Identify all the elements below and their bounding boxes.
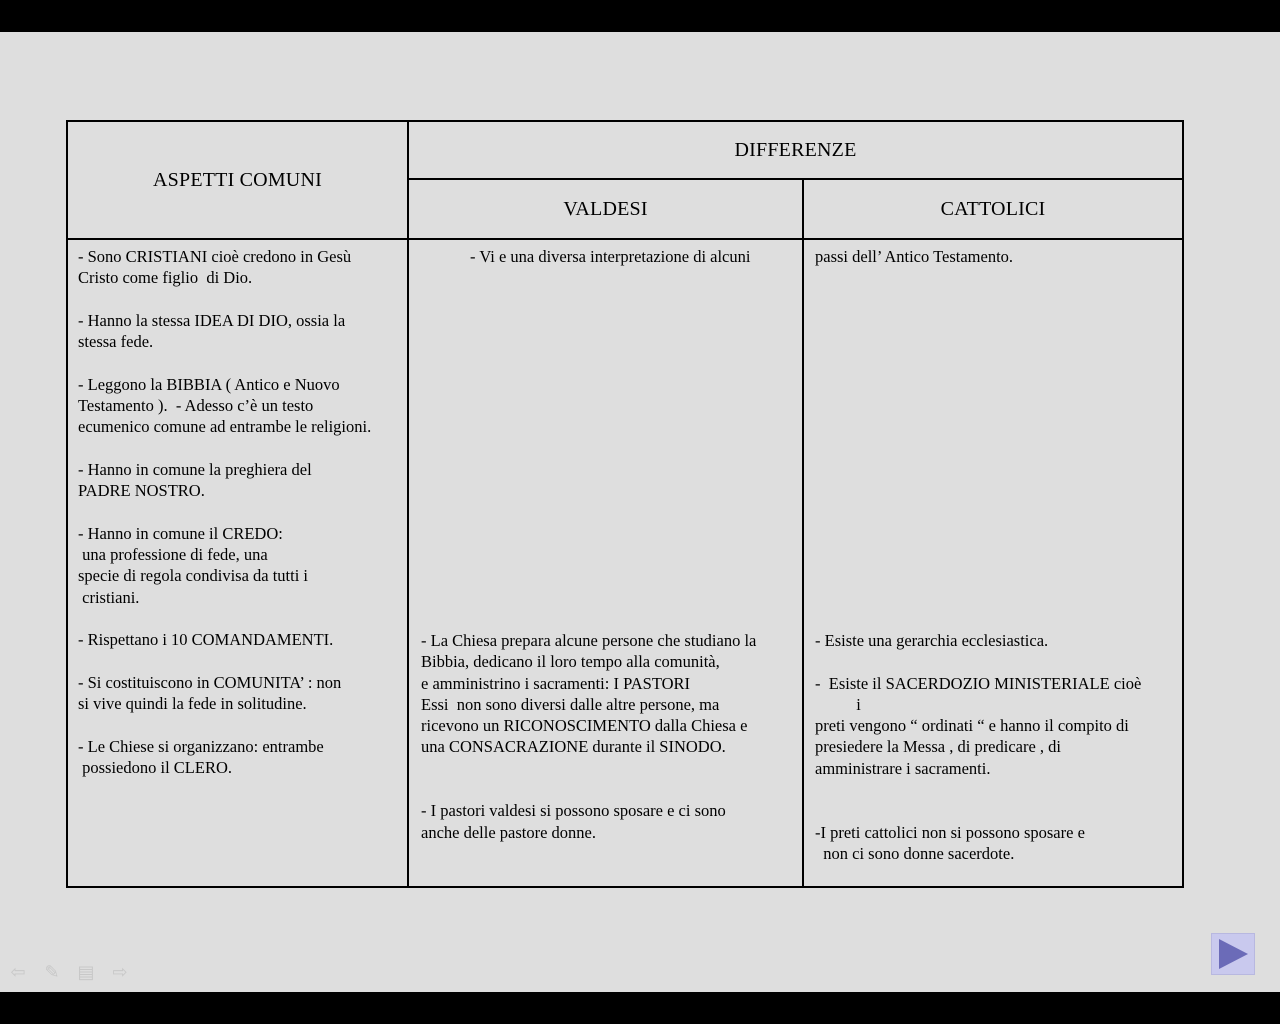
comparison-table <box>66 120 1184 888</box>
body-divider <box>66 238 1184 240</box>
play-triangle-icon <box>1216 938 1250 970</box>
table-border-right <box>1182 120 1184 888</box>
menu-icon[interactable]: ▤ <box>77 961 95 983</box>
column-divider-2 <box>802 179 804 888</box>
pen-icon[interactable]: ✎ <box>44 961 60 983</box>
forward-arrow-icon[interactable]: ⇨ <box>112 961 128 983</box>
valdesi-details-text: - La Chiesa prepara alcune persone che studiano la Bibbia, dedicano il loro tempo alla comunità, e amministrino i sacramenti: I PASTORI Essi non sono diversi dalle altre persone, ma ricevono un RICONOSCIMENTO dalla Chiesa e una CONSACRAZIONE durante il SINODO. - I pastori valdesi si possono sposare e ci sono anche delle pastore donne. <box>421 631 757 842</box>
slide <box>0 32 1280 992</box>
table-border-bottom <box>66 886 1184 888</box>
valdesi-intro-text: - Vi e una diversa interpretazione di alcuni <box>470 247 751 266</box>
header-valdesi: VALDESI <box>563 197 648 220</box>
header-aspetti-comuni: ASPETTI COMUNI <box>153 168 322 191</box>
common-aspects-text: - Sono CRISTIANI cioè credono in Gesù Cristo come figlio di Dio. - Hanno la stessa IDEA DI DIO, ossia la stessa fede. - Leggono la BIBBIA ( Antico e Nuovo Testamento ). - Adesso c’è un testo ecumenico comune ad entrambe le religioni. - Hanno in comune la preghiera del PADRE NOSTRO. - Hanno in comune il CREDO: una professione di fede, una specie di regola condivisa da tutti i cristiani. - Rispettano i 10 COMANDAMENTI. - Si costituiscono in COMUNITA’ : non si vive quindi la fede in solitudine. - Le Chiese si organizzano: entrambe possiedono il CLERO. <box>78 247 372 778</box>
header-differenze: DIFFERENZE <box>734 138 857 161</box>
header-cattolici: CATTOLICI <box>940 197 1046 220</box>
cattolici-intro-text: passi dell’ Antico Testamento. <box>815 247 1014 266</box>
next-slide-button[interactable] <box>1211 933 1255 975</box>
slide-nav-toolbar <box>8 962 130 982</box>
back-arrow-icon[interactable]: ⇦ <box>10 961 26 983</box>
cattolici-details-text: - Esiste una gerarchia ecclesiastica. - Esiste il SACERDOZIO MINISTERIALE cioè i preti vengono “ ordinati “ e hanno il compito di presiedere la Messa , di predicare , di amministrare i sacramenti. -I preti cattolici non si possono sposare e non ci sono donne sacerdote. <box>815 631 1142 863</box>
